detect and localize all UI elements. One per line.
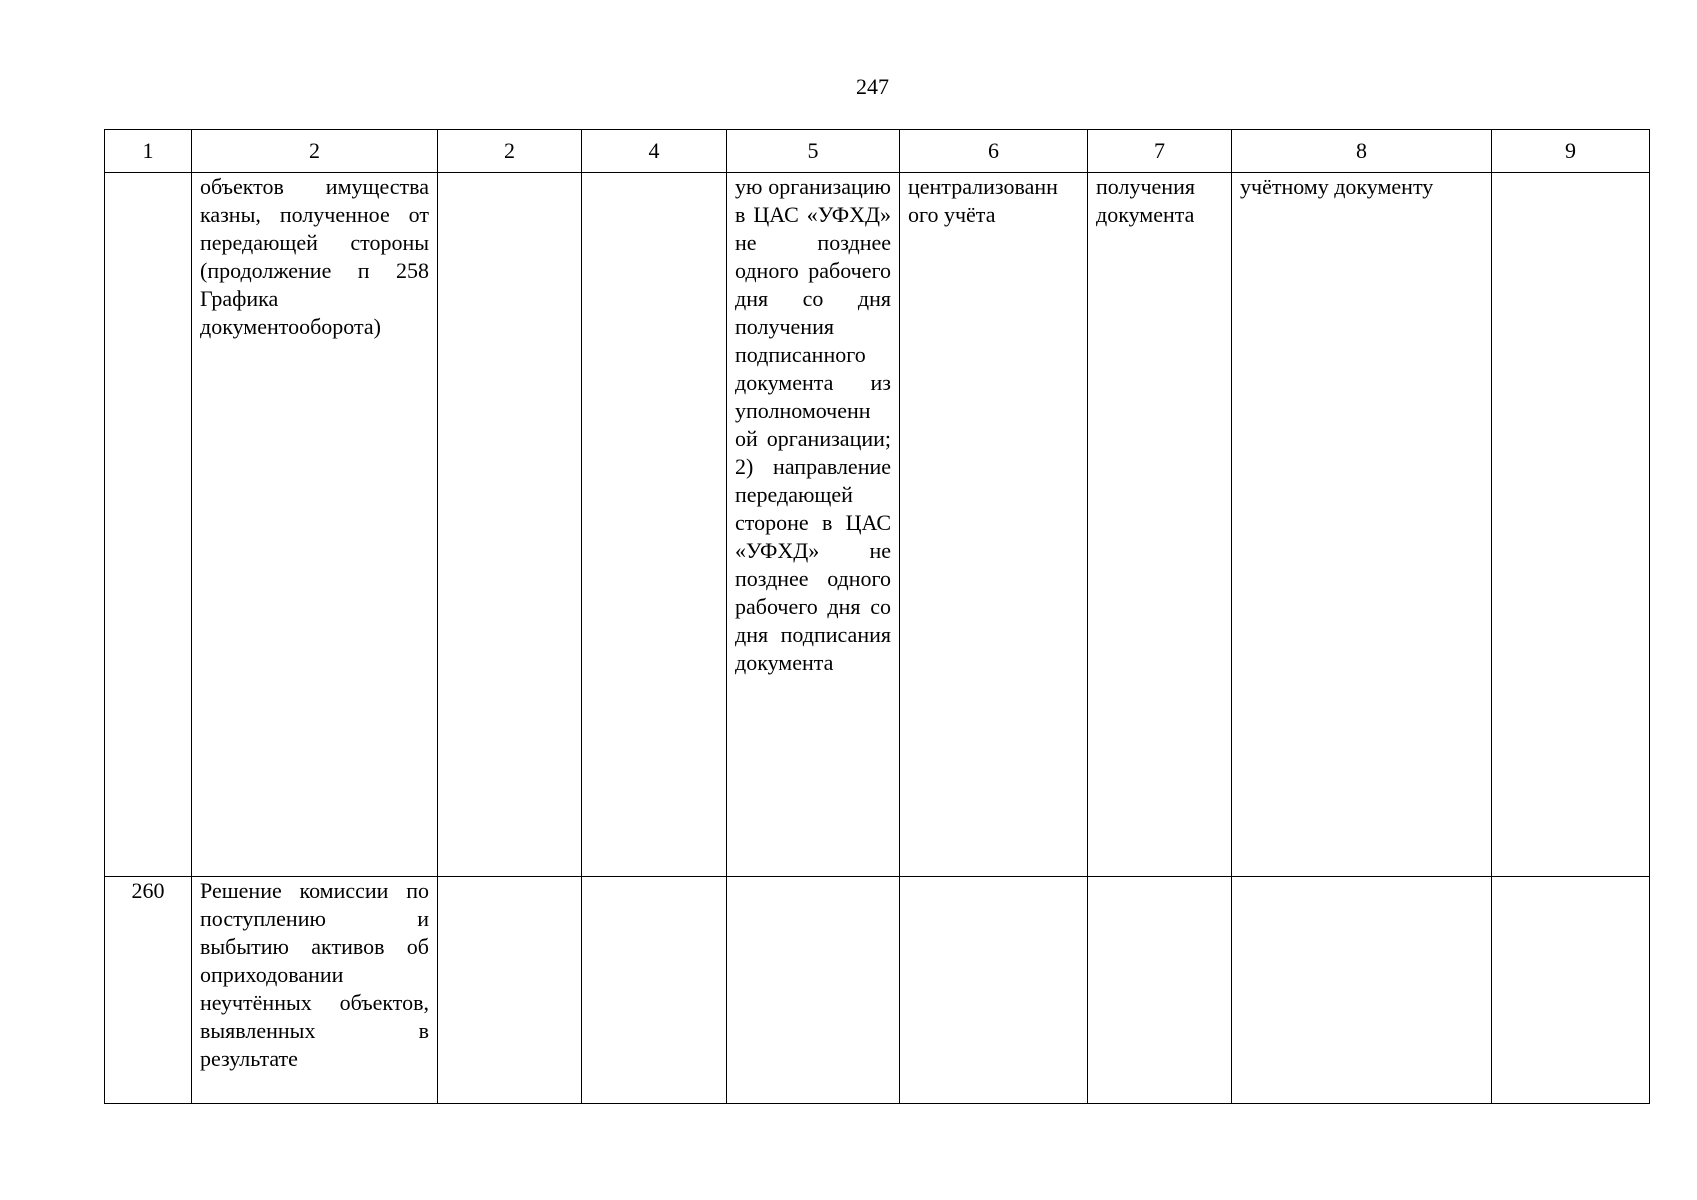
header-cell-col2: 2	[192, 130, 438, 173]
table-header-row	[105, 130, 1650, 173]
document-table	[104, 129, 1650, 1104]
header-cell-col7: 7	[1088, 130, 1232, 173]
table-cell-col6: централизованн ого учёта	[900, 173, 1088, 877]
table-cell-number: 260	[105, 877, 192, 1104]
table-cell-col9	[1492, 877, 1650, 1104]
table-row	[105, 877, 1650, 1104]
table-cell-col7	[1088, 877, 1232, 1104]
table-cell-col4	[582, 173, 727, 877]
table-cell-col9	[1492, 173, 1650, 877]
table-cell-procedure: ую организацию в ЦАС «УФХД» не позднее одного рабочего дня со дня получения подписанного документа из уполномоченн ой организации; 2) направление передающей стороне в ЦАС «УФХД» не позднее одного рабочего дня со дня подписания документа	[727, 173, 900, 877]
table-cell-col6	[900, 877, 1088, 1104]
header-cell-col6: 6	[900, 130, 1088, 173]
table-cell-col3	[438, 173, 582, 877]
table-row	[105, 173, 1650, 877]
table-cell-col8	[1232, 877, 1492, 1104]
table-cell-document-name: объектов имущества казны, полученное от передающей стороны (продолжение п 258 Графика документооборота)	[192, 173, 438, 877]
table-cell-col3	[438, 877, 582, 1104]
header-cell-col8: 8	[1232, 130, 1492, 173]
table-cell-col4	[582, 877, 727, 1104]
table-cell-document-name: Решение комиссии по поступлению и выбытию активов об оприходовании неучтённых объектов, выявленных в результате	[192, 877, 438, 1104]
table-cell-procedure	[727, 877, 900, 1104]
header-cell-col4: 4	[582, 130, 727, 173]
header-cell-col5: 5	[727, 130, 900, 173]
header-cell-col1: 1	[105, 130, 192, 173]
table-cell-col7: получения документа	[1088, 173, 1232, 877]
header-cell-col3: 2	[438, 130, 582, 173]
page-number: 247	[856, 74, 889, 99]
header-cell-col9: 9	[1492, 130, 1650, 173]
table-cell-number	[105, 173, 192, 877]
table-cell-col8: учётному документу	[1232, 173, 1492, 877]
